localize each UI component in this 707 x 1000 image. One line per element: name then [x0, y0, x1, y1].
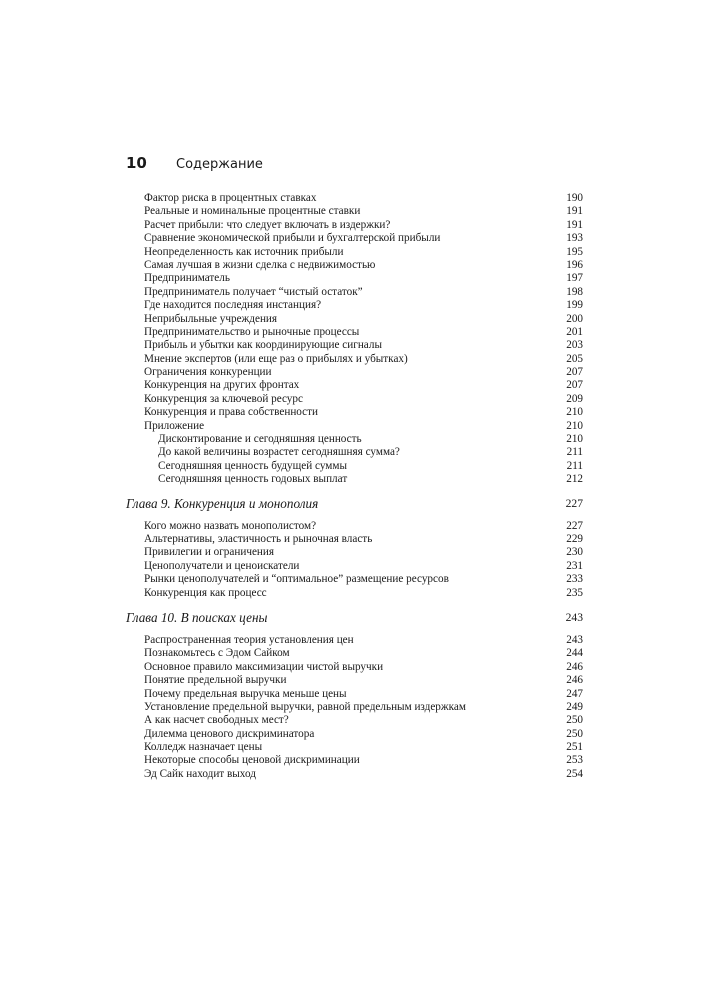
- chapter-page: 227: [565, 496, 583, 510]
- toc-entry-page: 230: [566, 546, 583, 559]
- toc-entry: [126, 446, 583, 459]
- chapter-heading: [126, 610, 583, 626]
- toc-entry-page: 249: [566, 700, 583, 713]
- toc-entry: [126, 353, 583, 366]
- toc-section: [126, 634, 583, 781]
- toc-entry-page: 200: [566, 312, 583, 325]
- toc-entry: [126, 674, 583, 687]
- toc-entry: [126, 205, 583, 218]
- toc-entry-title: Фактор риска в процентных ставках: [144, 192, 317, 204]
- toc-entry-page: 250: [566, 727, 583, 740]
- toc-entry-title: Колледж назначает цены: [144, 741, 263, 754]
- toc-entry-title: Где находится последняя инстанция?: [144, 299, 322, 312]
- toc-entry-page: 195: [566, 245, 583, 258]
- toc-entry-page: 210: [566, 419, 583, 432]
- toc-entry: [126, 587, 583, 600]
- toc-entry-page: 191: [566, 218, 583, 231]
- toc-entry-title: Расчет прибыли: что следует включать в издержки?: [144, 218, 391, 231]
- toc-entry-page: 247: [566, 687, 583, 700]
- toc-entry-page: 231: [566, 559, 583, 572]
- toc-entry-title: Прибыль и убытки как координирующие сигналы: [144, 339, 382, 352]
- page-number: 10: [126, 154, 147, 172]
- toc-entry-page: 207: [566, 366, 583, 379]
- toc-entry-title: Познакомьтесь с Эдом Сайком: [144, 647, 290, 660]
- toc-entry-title: Почему предельная выручка меньше цены: [144, 687, 347, 700]
- toc-entry-page: 191: [566, 205, 583, 218]
- toc-entry-title: Конкуренция на других фронтах: [144, 379, 300, 392]
- chapter-heading: [126, 496, 583, 512]
- toc-entry: [126, 647, 583, 660]
- toc-entry-title: Мнение экспертов (или еще раз о прибылях и убытках): [144, 352, 408, 365]
- chapter-title: Глава 9. Конкуренция и монополия: [126, 495, 319, 511]
- toc-entry: [126, 533, 583, 546]
- toc-entry-page: 198: [566, 285, 583, 298]
- toc-entry-title: Предпринимательство и рыночные процессы: [144, 325, 360, 338]
- toc-entry-page: 235: [566, 586, 583, 599]
- toc-entry: [126, 634, 583, 647]
- toc-entry-page: 253: [566, 754, 583, 767]
- running-title: Содержание: [176, 157, 263, 172]
- toc-entry: [126, 741, 583, 754]
- toc-entry-page: 250: [566, 714, 583, 727]
- toc-entry-page: 203: [566, 339, 583, 352]
- toc-entry: [126, 754, 583, 767]
- toc-entry-page: 201: [566, 325, 583, 338]
- toc-entry: [126, 520, 583, 533]
- toc-entry-page: 209: [566, 392, 583, 405]
- toc-entry-page: 246: [566, 660, 583, 673]
- toc-entry: [126, 192, 583, 205]
- toc-entry-title: Конкуренция за ключевой ресурс: [144, 392, 303, 405]
- toc-entry: [126, 560, 583, 573]
- toc-entry-page: 246: [566, 674, 583, 687]
- toc-entry-page: 196: [566, 258, 583, 271]
- toc-entry: [126, 286, 583, 299]
- chapter-title: Глава 10. В поисках цены: [126, 609, 268, 625]
- toc-entry: [126, 272, 583, 285]
- toc-entry-page: 229: [566, 532, 583, 545]
- toc-entry-page: 207: [566, 379, 583, 392]
- toc-entry-page: 243: [566, 633, 583, 646]
- toc-entry-title: Сегодняшняя ценность годовых выплат: [158, 473, 348, 486]
- toc-entry-title: Привилегии и ограничения: [144, 546, 275, 559]
- toc-entry-page: 254: [566, 767, 583, 780]
- toc-entry-title: Дисконтирование и сегодняшняя ценность: [158, 433, 362, 446]
- toc-entry-title: Приложение: [144, 419, 205, 432]
- toc-entry-title: Эд Сайк находит выход: [144, 767, 256, 780]
- toc-entry: [126, 393, 583, 406]
- toc-entry-page: 233: [566, 573, 583, 586]
- toc-entry: [126, 768, 583, 781]
- toc-entry: [126, 420, 583, 433]
- toc-entry-title: Дилемма ценового дискриминатора: [144, 727, 315, 740]
- toc-entry-title: Предприниматель: [144, 272, 230, 285]
- toc-entry: [126, 433, 583, 446]
- toc-entry: [126, 339, 583, 352]
- toc-entry-page: 244: [566, 647, 583, 660]
- toc-entry: [126, 379, 583, 392]
- toc-entry: [126, 232, 583, 245]
- toc-entry: [126, 573, 583, 586]
- toc-entry-page: 251: [566, 741, 583, 754]
- toc-entry: [126, 701, 583, 714]
- toc-entry-title: Рынки ценополучателей и “оптимальное” размещение ресурсов: [144, 573, 449, 586]
- toc-entry: [126, 313, 583, 326]
- toc-entry: [126, 661, 583, 674]
- toc-entry-title: Предприниматель получает “чистый остаток”: [144, 285, 363, 298]
- toc-entry-page: 190: [566, 192, 583, 204]
- toc-entry-title: Реальные и номинальные процентные ставки: [144, 205, 361, 218]
- toc-entry-title: Самая лучшая в жизни сделка с недвижимостью: [144, 258, 376, 271]
- toc-entry-title: Понятие предельной выручки: [144, 674, 287, 687]
- toc-entry: [126, 299, 583, 312]
- toc-entry: [126, 246, 583, 259]
- toc-entry-title: До какой величины возрастет сегодняшняя сумма?: [158, 446, 400, 459]
- toc-entry-title: Основное правило максимизации чистой выручки: [144, 660, 384, 673]
- toc-entry: [126, 714, 583, 727]
- running-header: [126, 154, 263, 174]
- toc-entry-title: Неопределенность как источник прибыли: [144, 245, 344, 258]
- toc-entry-title: Сегодняшняя ценность будущей суммы: [158, 459, 347, 472]
- toc-section: [126, 520, 583, 600]
- toc-entry-page: 199: [566, 299, 583, 312]
- toc-entry: [126, 259, 583, 272]
- toc-section: [126, 192, 583, 487]
- toc-entry-title: А как насчет свободных мест?: [144, 714, 289, 727]
- toc-entry: [126, 688, 583, 701]
- toc-entry-title: Конкуренция как процесс: [144, 586, 267, 599]
- toc-entry-title: Некоторые способы ценовой дискриминации: [144, 754, 360, 767]
- toc-entry-page: 205: [566, 352, 583, 365]
- toc-entry-page: 197: [566, 272, 583, 285]
- toc-entry-title: Распространенная теория установления цен: [144, 633, 354, 646]
- toc-entry-title: Кого можно назвать монополистом?: [144, 519, 317, 532]
- toc-entry: [126, 219, 583, 232]
- toc-entry-page: 211: [566, 459, 583, 472]
- toc-entry: [126, 546, 583, 559]
- toc-entry-page: 210: [566, 433, 583, 446]
- toc-entry: [126, 460, 583, 473]
- chapter-page: 243: [565, 610, 583, 624]
- toc-entry-title: Установление предельной выручки, равной предельным издержкам: [144, 700, 466, 713]
- toc-entry-page: 211: [566, 446, 583, 459]
- toc-entry: [126, 473, 583, 486]
- toc-entry: [126, 406, 583, 419]
- toc-entry-title: Альтернативы, эластичность и рыночная власть: [144, 532, 373, 545]
- toc-entry-page: 210: [566, 406, 583, 419]
- table-of-contents: [126, 192, 583, 781]
- toc-entry-page: 227: [566, 519, 583, 532]
- toc-entry-title: Конкуренция и права собственности: [144, 406, 319, 419]
- toc-entry-title: Сравнение экономической прибыли и бухгалтерской прибыли: [144, 232, 441, 245]
- toc-entry-title: Ценополучатели и ценоискатели: [144, 559, 300, 572]
- toc-entry-title: Неприбыльные учреждения: [144, 312, 278, 325]
- toc-entry-page: 193: [566, 232, 583, 245]
- toc-entry: [126, 326, 583, 339]
- toc-entry-page: 212: [566, 473, 583, 486]
- toc-entry: [126, 728, 583, 741]
- toc-entry-title: Ограничения конкуренции: [144, 366, 272, 379]
- toc-entry: [126, 366, 583, 379]
